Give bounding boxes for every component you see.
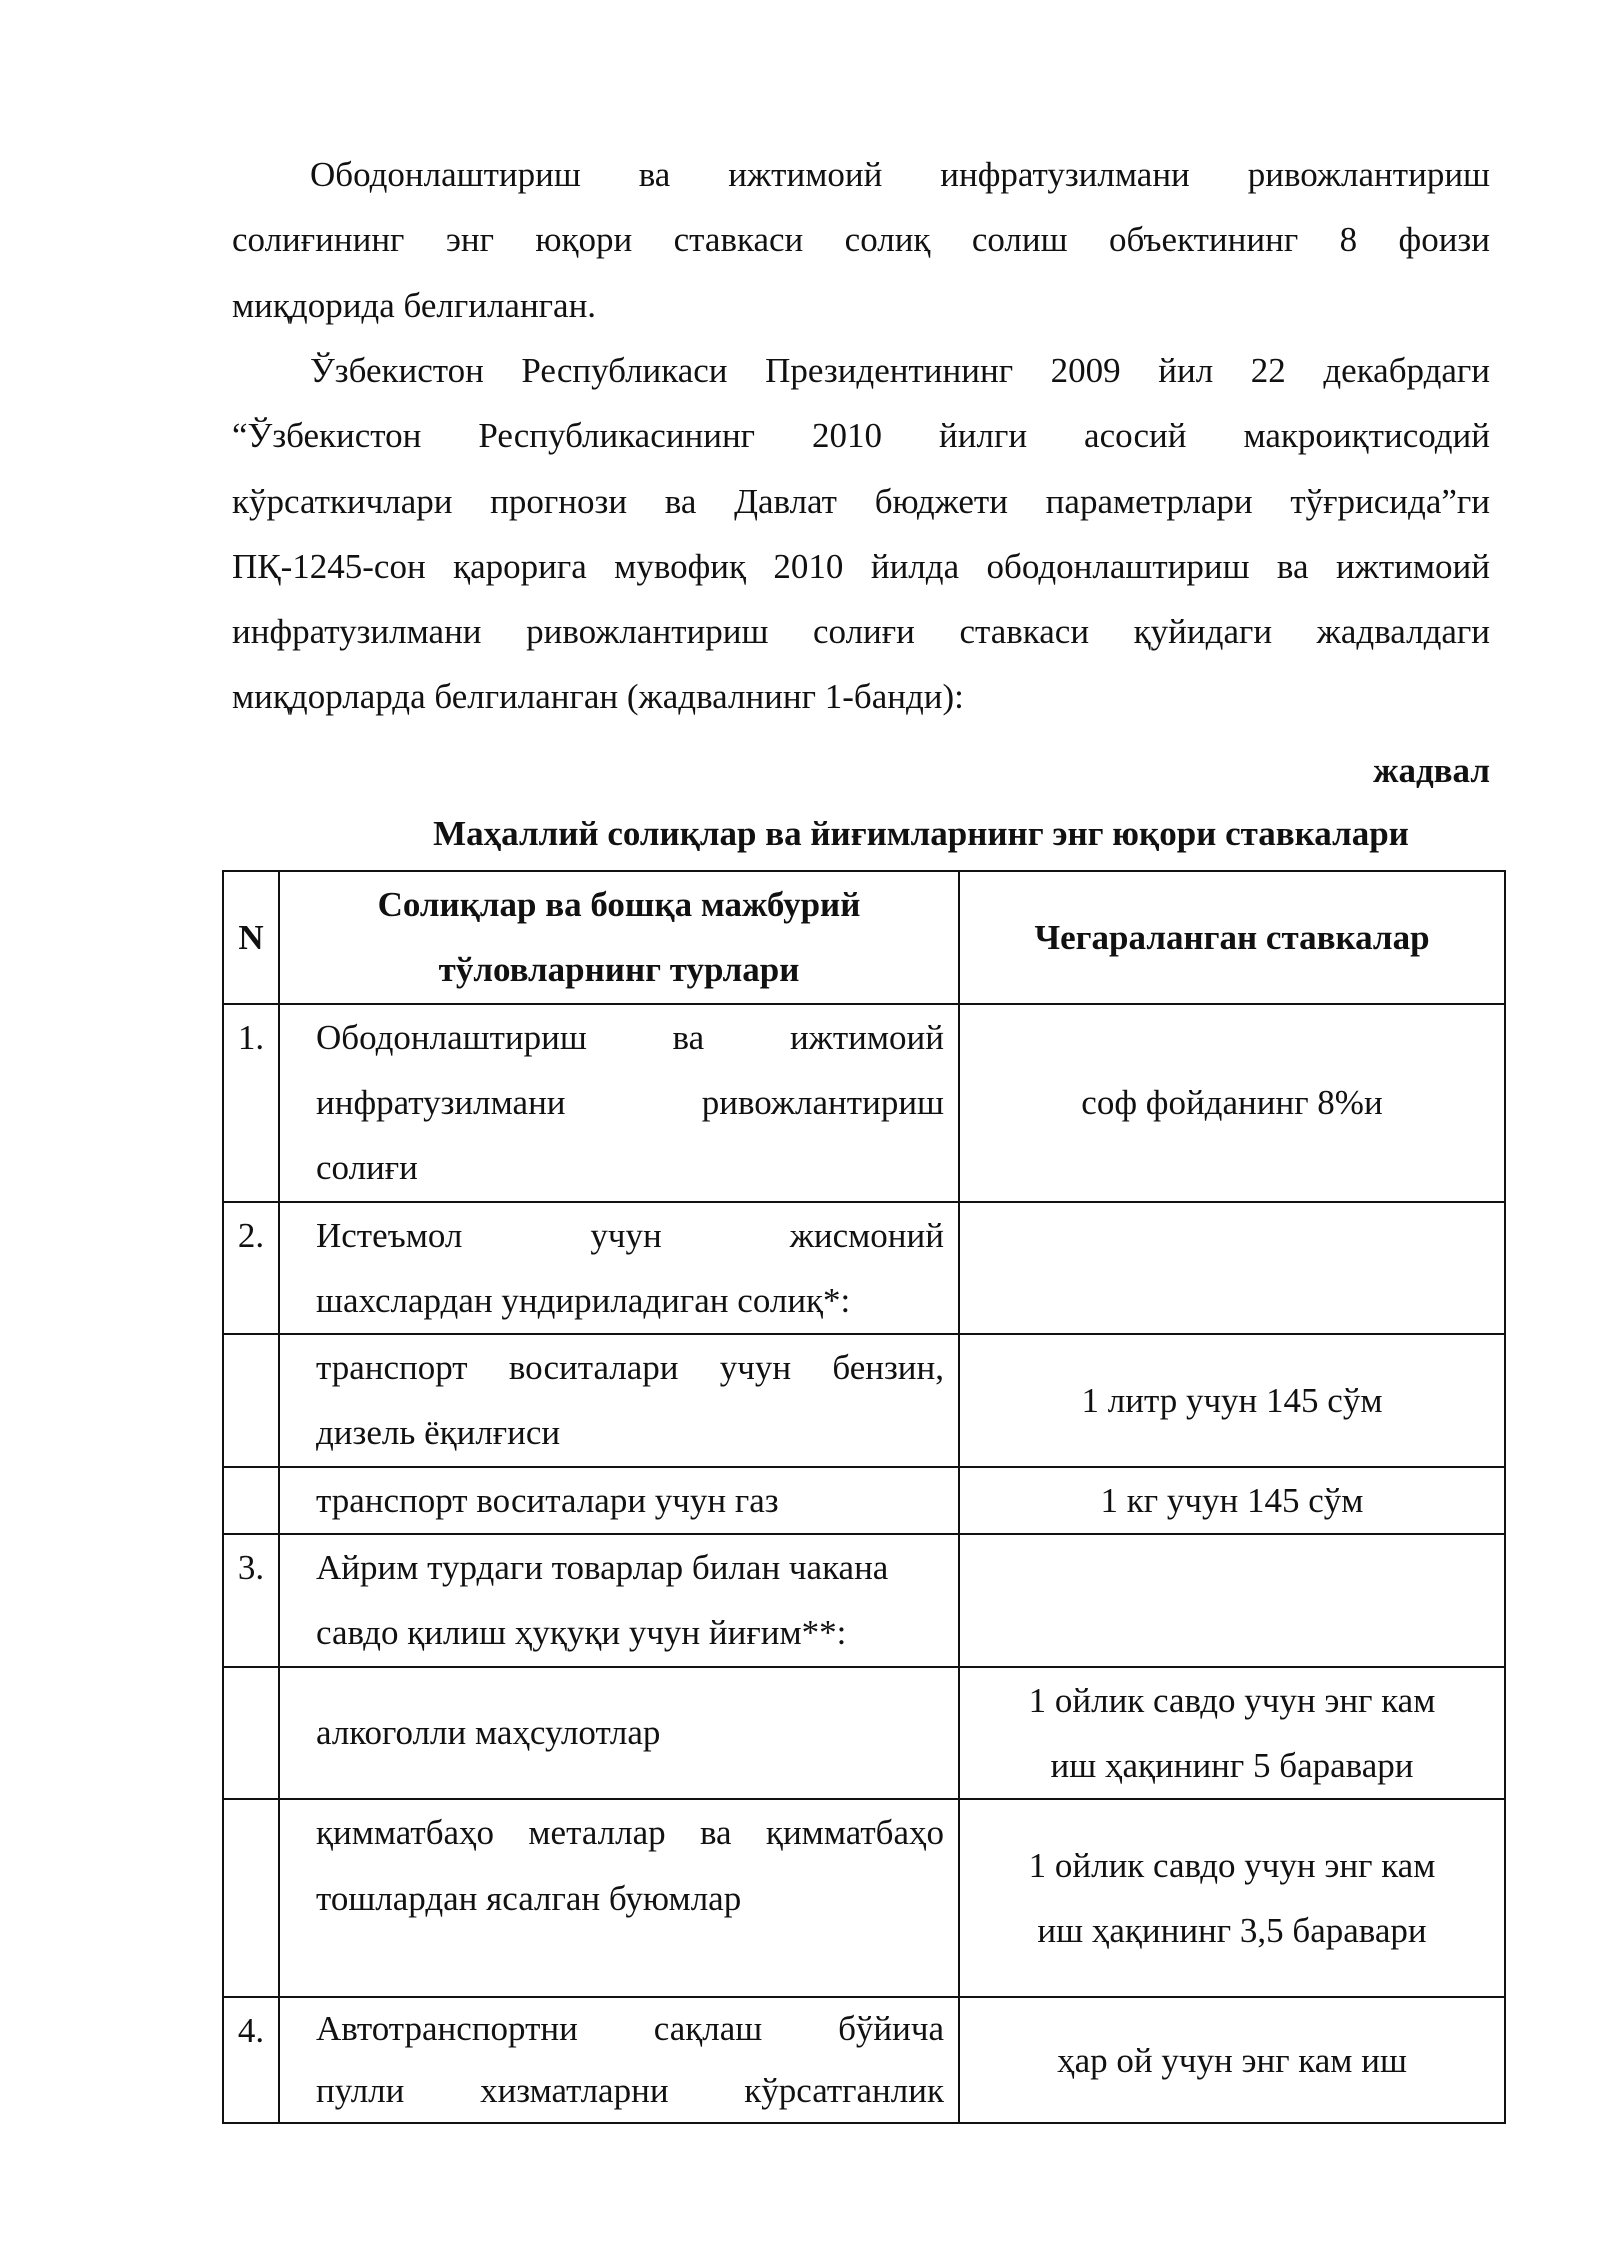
table-row xyxy=(223,1467,1505,1534)
row-rate: 1 кг учун 145 сўм xyxy=(959,1467,1505,1534)
table-row xyxy=(223,1799,1505,1997)
paragraph-1 xyxy=(232,142,1490,338)
table-row xyxy=(223,1202,1505,1335)
row-rate: ҳар ой учун энг кам иш xyxy=(959,1997,1505,2123)
header-line: тўловларнинг турлари xyxy=(438,950,800,990)
header-line: Солиқлар ва бошқа мажбурий xyxy=(377,885,861,924)
row-description xyxy=(279,1799,959,1997)
row-description-line: транспорт воситалари учун бензин, xyxy=(316,1348,944,1388)
row-number: 2. xyxy=(223,1202,279,1335)
row-rate xyxy=(959,1667,1505,1800)
paragraph-line: ПҚ-1245-сон қарорига мувофиқ 2010 йилда ободонлаштириш ва ижтимоий xyxy=(232,546,1490,586)
paragraph-line: солиғининг энг юқори ставкаси солиқ солиш объектининг 8 фоизи xyxy=(232,220,1490,260)
row-description xyxy=(279,1202,959,1335)
row-description xyxy=(279,1997,959,2123)
header-limited-rates: Чегараланган ставкалар xyxy=(959,871,1505,1004)
table-label: жадвал xyxy=(1373,751,1490,790)
row-description-line: транспорт воситалари учун газ xyxy=(316,1480,779,1520)
table-row xyxy=(223,1004,1505,1202)
table-row xyxy=(223,1534,1505,1667)
row-number: 1. xyxy=(223,1004,279,1202)
row-description xyxy=(279,1534,959,1667)
row-description-line: алкоголли маҳсулотлар xyxy=(316,1713,661,1753)
row-description-line: савдо қилиш ҳуқуқи учун йиғим**: xyxy=(316,1613,847,1653)
row-description-line: пулли хизматларни кўрсатганлик xyxy=(316,2071,944,2111)
paragraph-line: “Ўзбекистон Республикасининг 2010 йилги асосий макроиқтисодий xyxy=(232,416,1490,456)
header-tax-types xyxy=(279,871,959,1004)
paragraph-line xyxy=(232,338,1490,403)
row-description-line: Ободонлаштириш ва ижтимоий xyxy=(316,1017,944,1057)
row-rate xyxy=(959,1202,1505,1335)
row-description-line: Истеъмол учун жисмоний xyxy=(316,1215,944,1255)
row-rate-line: иш ҳақининг 3,5 баравари xyxy=(1037,1911,1427,1951)
row-description xyxy=(279,1467,959,1534)
row-rate-line: 1 ойлик савдо учун энг кам xyxy=(1028,1680,1436,1720)
row-rate xyxy=(959,1799,1505,1997)
row-description-line: дизель ёқилғиси xyxy=(316,1413,561,1453)
table-header-row xyxy=(223,871,1505,1004)
row-number xyxy=(223,1799,279,1997)
row-description-line: қимматбаҳо металлар ва қимматбаҳо xyxy=(316,1813,944,1853)
paragraph-line xyxy=(232,142,1490,207)
rates-table xyxy=(222,870,1506,2124)
row-number xyxy=(223,1667,279,1800)
row-number xyxy=(223,1334,279,1467)
row-description-line: шахслардан ундириладиган солиқ*: xyxy=(316,1280,851,1320)
table-row xyxy=(223,1997,1505,2123)
row-description-line: инфратузилмани ривожлантириш xyxy=(316,1082,944,1122)
paragraph-line: кўрсаткичлари прогнози ва Давлат бюджети параметрлари тўғрисида”ги xyxy=(232,481,1490,521)
paragraph-line: инфратузилмани ривожлантириш солиғи ставкаси қуйидаги жадвалдаги xyxy=(232,612,1490,652)
paragraph-2 xyxy=(232,338,1490,730)
row-description xyxy=(279,1004,959,1202)
row-rate-line: иш ҳақининг 5 баравари xyxy=(1050,1745,1414,1785)
row-rate xyxy=(959,1534,1505,1667)
row-rate: 1 литр учун 145 сўм xyxy=(959,1334,1505,1467)
row-description xyxy=(279,1334,959,1467)
table-row xyxy=(223,1667,1505,1800)
paragraph-text: Ўзбекистон Республикаси Президентининг 2009 йил 22 декабрдаги xyxy=(310,351,1490,390)
row-rate-line: 1 ойлик савдо учун энг кам xyxy=(1028,1845,1436,1885)
row-number: 3. xyxy=(223,1534,279,1667)
row-description-line: Автотранспортни сақлаш бўйича xyxy=(316,2009,944,2049)
paragraph-line: миқдорида белгиланган. xyxy=(232,285,597,325)
row-number: 4. xyxy=(223,1997,279,2123)
table-title: Маҳаллий солиқлар ва йиғимларнинг энг юқори ставкалари xyxy=(433,814,1409,853)
paragraph-text: Ободонлаштириш ва ижтимоий инфратузилмани ривожлантириш xyxy=(310,155,1490,194)
row-rate: соф фойданинг 8%и xyxy=(959,1004,1505,1202)
paragraph-line: миқдорларда белгиланган (жадвалнинг 1-банди): xyxy=(232,677,964,717)
header-number: N xyxy=(223,871,279,1004)
table-row xyxy=(223,1334,1505,1467)
row-description-line: Айрим турдаги товарлар билан чакана xyxy=(316,1548,889,1588)
row-description-line: тошлардан ясалган буюмлар xyxy=(316,1878,742,1918)
row-description xyxy=(279,1667,959,1800)
row-number xyxy=(223,1467,279,1534)
row-description-line: солиғи xyxy=(316,1148,418,1188)
